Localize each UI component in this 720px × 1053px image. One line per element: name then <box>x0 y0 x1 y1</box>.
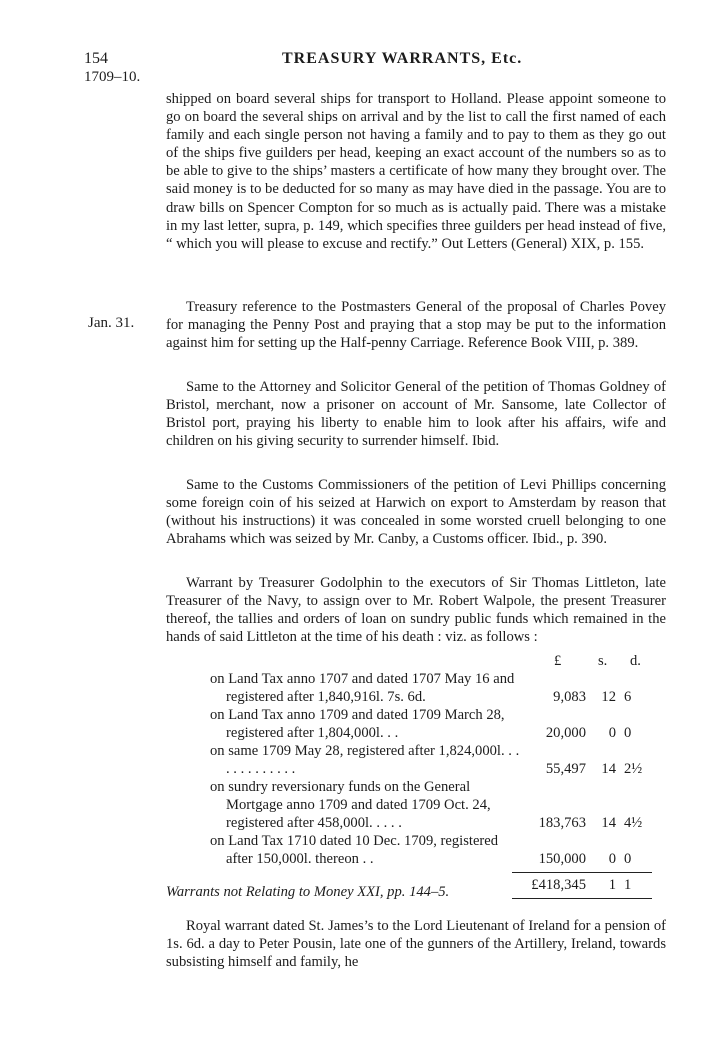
paragraph-penny-post: Treasury reference to the Postmasters General of the proposal of Charles Povey for managing the Penny Post and praying that a stop may be put to the information against him for setting up the Half-penny Carriage. Reference Book VIII, p. 389. <box>166 299 666 352</box>
row-shillings: 14 <box>601 761 616 777</box>
row-pence: 6 <box>624 689 632 705</box>
year-margin-note: 1709–10. <box>84 69 141 85</box>
pence-header: d. <box>630 653 641 669</box>
pounds-header: £ <box>554 653 562 669</box>
total-underline <box>512 898 652 899</box>
page-number: 154 <box>84 50 108 67</box>
row-shillings: 0 <box>608 725 616 741</box>
row-pence: 2½ <box>624 761 643 777</box>
row-pounds: 150,000 <box>538 851 586 867</box>
row-pence: 0 <box>624 851 632 867</box>
paragraph-pousin-pension: Royal warrant dated St. James’s to the Lord Lieutenant of Ireland for a pension of 1s. 6d. a day to Peter Pousin, late one of the gunners of the Artillery, Ireland, towards subsisting himself and family, he <box>166 918 666 971</box>
row-shillings: 14 <box>601 815 616 831</box>
row-description: on sundry reversionary funds on the General Mortgage anno 1709 and dated 1709 Oct. 24, registered after 458,000l. . . . . <box>210 779 491 832</box>
total-pence: 1 <box>624 877 632 893</box>
paragraph-goldney-petition: Same to the Attorney and Solicitor General of the petition of Thomas Goldney of Bristol, merchant, now a prisoner on account of Mr. Sansome, late Collector of Bristol port, praying his liberty to enable him to look after his affairs, wife and children on his giving security to surrender himself. Ibid. <box>166 379 666 450</box>
row-description: on same 1709 May 28, registered after 1,824,000l. . . . . . . . . . . . . <box>210 743 520 778</box>
total-rule <box>512 872 652 873</box>
source-reference: Warrants not Relating to Money XXI, pp. 144–5. <box>166 884 450 900</box>
total-pounds: £418,345 <box>531 877 586 893</box>
row-pounds: 183,763 <box>538 815 586 831</box>
paragraph-littleton-warrant: Warrant by Treasurer Godolphin to the executors of Sir Thomas Littleton, late Treasurer of the Navy, to assign over to Mr. Robert Walpole, the present Treasurer thereof, the tallies and orders of loan on sundry public funds which remained in the hands of said Littleton at the time of his death : viz. as follows : <box>166 575 666 646</box>
row-shillings: 12 <box>601 689 616 705</box>
paragraph-emigrants-payment: shipped on board several ships for transport to Holland. Please appoint someone to go on board the several ships on arrival and by the list to call the first named of each family and each single person not having a family and to pay to them as they go out of the ships five guilders per head, keeping an exact account of the numbers so as to be able to give to the ships’ masters a certificate of how many they brought over. The said money is to be deducted for so many as may have died in the passage. You are to draw bills on Spencer Compton for so much as is actually paid. There was a mistake in my last letter, supra, p. 149, which specifies three guilders per head instead of five, “ which you will please to excuse and rectify.” Out Letters (General) XIX, p. 155. <box>166 91 666 252</box>
row-description: on Land Tax 1710 dated 10 Dec. 1709, registered after 150,000l. thereon . . <box>210 833 499 868</box>
row-description: on Land Tax anno 1707 and dated 1707 May 16 and registered after 1,840,916l. 7s. 6d. <box>210 671 515 706</box>
row-pounds: 20,000 <box>545 725 586 741</box>
row-shillings: 0 <box>608 851 616 867</box>
row-pounds: 55,497 <box>545 761 586 777</box>
total-shillings: 1 <box>608 877 616 893</box>
shillings-header: s. <box>598 653 608 669</box>
row-pence: 0 <box>624 725 632 741</box>
date-margin-note: Jan. 31. <box>88 315 135 331</box>
row-pence: 4½ <box>624 815 643 831</box>
paragraph-phillips-petition: Same to the Customs Commissioners of the petition of Levi Phillips concerning some foreign coin of his seized at Harwich on export to Amsterdam by reason that (without his instructions) it was concealed in some worsted cruell belonging to one Abrahams which was seized by Mr. Canby, a Customs officer. Ibid., p. 390. <box>166 477 666 548</box>
running-head: TREASURY WARRANTS, Etc. <box>282 50 523 67</box>
row-description: on Land Tax anno 1709 and dated 1709 March 28, registered after 1,804,000l. . . <box>210 707 505 742</box>
row-pounds: 9,083 <box>553 689 586 705</box>
